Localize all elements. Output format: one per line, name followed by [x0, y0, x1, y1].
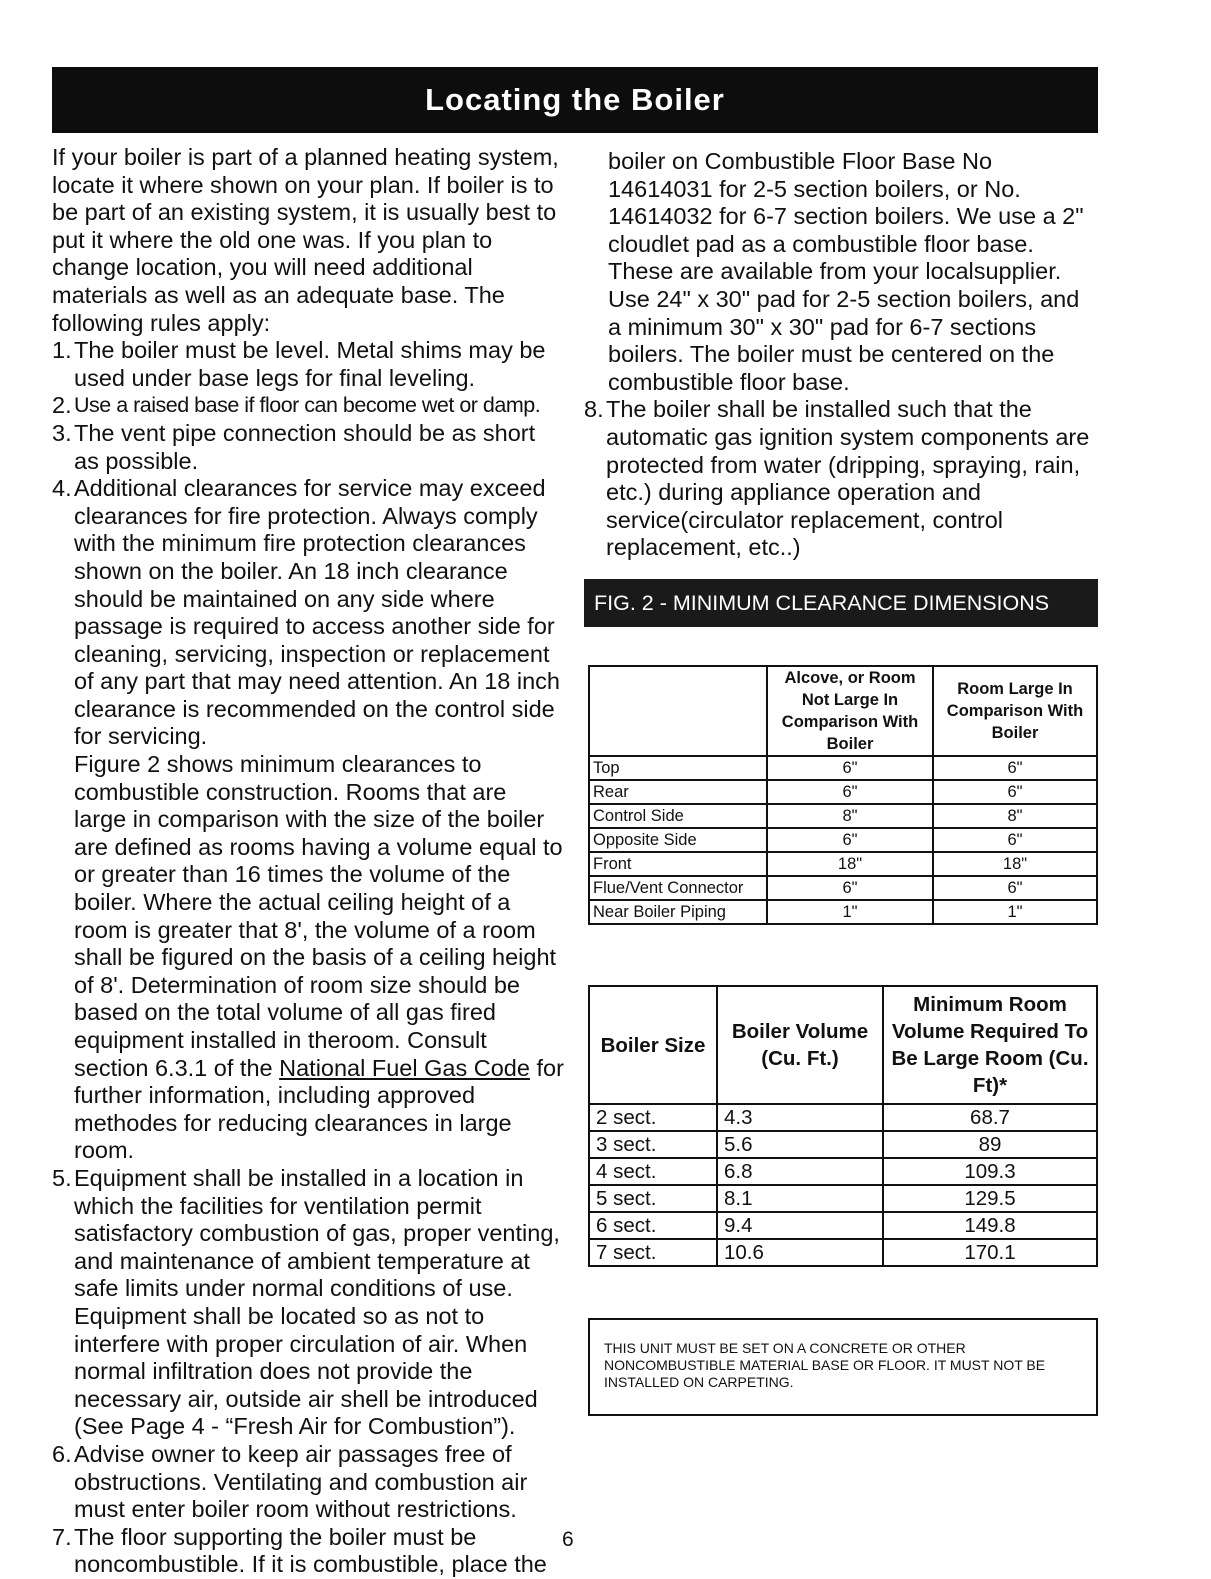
table-header-cell: Boiler Volume (Cu. Ft.): [717, 986, 883, 1104]
page-title: Locating the Boiler: [52, 67, 1098, 133]
list-item-7: 7. The floor supporting the boiler must be noncombustible. If it is combustible, place the: [52, 1523, 547, 1578]
table-row: 7 sect. 10.6 170.1: [589, 1239, 1097, 1266]
list-item-8: 8. The boiler shall be installed such that the automatic gas ignition system components are protected from water (dripping, spraying, rain, etc.) during appliance operation and service(circulator replacement, control replacement, etc..): [584, 396, 1090, 561]
installation-notice-box: THIS UNIT MUST BE SET ON A CONCRETE OR OTHER NONCOMBUSTIBLE MATERIAL BASE OR FLOOR. IT MUST NOT BE INSTALLED ON CARPETING.: [588, 1318, 1098, 1416]
table-row: 4 sect. 6.8 109.3: [589, 1158, 1097, 1185]
table-header-cell: Room Large In Comparison With Boiler: [933, 666, 1097, 756]
list-item-4-continuation: Figure 2 shows minimum clearances to combustible construction. Rooms that are large in comparison with the size of the boiler are defined as rooms having a volume equal to or greater than 16 times the volume of the boiler. Where the actual ceiling height of a room is greater that 8', the volume of a room shall be figured on the basis of a ceiling height of 8'. Determination of room size should be based on the total volume of all gas fired equipment installed in theroom. Consult section 6.3.1 of the National Fuel Gas Code for further information, including approved methodes for reducing clearances in large room.: [74, 751, 564, 1164]
clearance-table: [588, 665, 1098, 925]
table-row: Opposite Side 6" 6": [589, 828, 1097, 852]
table-row: Control Side 8" 8": [589, 804, 1097, 828]
table-header-cell: Boiler Size: [589, 986, 717, 1104]
table-header-row: [589, 986, 1097, 1104]
table-header-cell: Minimum Room Volume Required To Be Large Room (Cu. Ft)*: [883, 986, 1097, 1104]
table-row: Near Boiler Piping 1" 1": [589, 900, 1097, 924]
table-row: Flue/Vent Connector 6" 6": [589, 876, 1097, 900]
room-volume-table: [588, 985, 1098, 1267]
list-item-6: 6. Advise owner to keep air passages free of obstructions. Ventilating and combustion air must enter boiler room without restrictions.: [52, 1440, 528, 1523]
list-item-3: 3. The vent pipe connection should be as short as possible.: [52, 419, 536, 474]
left-column: [52, 144, 564, 1579]
table-row: 5 sect. 8.1 129.5: [589, 1185, 1097, 1212]
list-item-7-continuation: boiler on Combustible Floor Base No 14614031 for 2-5 section boilers, or No. 14614032 for 6-7 section boilers. We use a 2" cloudlet pad as a combustible floor base. These are available from your localsupplier. Use 24" x 30" pad for 2-5 section boilers, and a minimum 30" x 30" pad for 6-7 sections boilers. The boiler must be centered on the combustible floor base.: [608, 148, 1084, 395]
table-header-row: [589, 666, 1097, 756]
intro-paragraph: If your boiler is part of a planned heating system, locate it where shown on your plan. If boiler is to be part of an existing system, it is usually best to put it where the old one was. If you plan to change location, you will need additional materials as well as an adequate base. The following rules apply:: [52, 144, 559, 336]
table-row: 3 sect. 5.6 89: [589, 1131, 1097, 1158]
table-row: 2 sect. 4.3 68.7: [589, 1104, 1097, 1131]
table-header-cell: Alcove, or Room Not Large In Comparison With Boiler: [767, 666, 933, 756]
national-fuel-gas-code-reference: National Fuel Gas Code: [279, 1054, 530, 1081]
table-row: 6 sect. 9.4 149.8: [589, 1212, 1097, 1239]
list-item-4: 4. Additional clearances for service may exceed clearances for fire protection. Always comply with the minimum fire protection clearances shown on the boiler. An 18 inch clearance should be maintained on any side where passage is required to access another side for cleaning, servicing, inspection or replacement of any part that may need attention. An 18 inch clearance is recommended on the control side for servicing.: [52, 475, 560, 750]
right-column: [584, 148, 1098, 562]
table-row: Top 6" 6": [589, 756, 1097, 780]
table-row: Front 18" 18": [589, 852, 1097, 876]
table-row: Rear 6" 6": [589, 780, 1097, 804]
list-item-2: 2. Use a raised base if floor can become wet or damp.: [52, 392, 541, 419]
table-header-cell: [589, 666, 767, 756]
page-number: 6: [562, 1528, 574, 1551]
figure-title: FIG. 2 - MINIMUM CLEARANCE DIMENSIONS: [584, 579, 1098, 627]
list-item-5: 5. Equipment shall be installed in a location in which the facilities for ventilation permit satisfactory combustion of gas, proper venting, and maintenance of ambient temperature at safe limits under normal conditions of use. Equipment shall be located so as not to interfere with proper circulation of air. When normal infiltration does not provide the necessary air, outside air shell be introduced (See Page 4 - “Fresh Air for Combustion”).: [52, 1164, 560, 1440]
list-item-1: 1. The boiler must be level. Metal shims may be used under base legs for final leveling.: [52, 337, 546, 391]
